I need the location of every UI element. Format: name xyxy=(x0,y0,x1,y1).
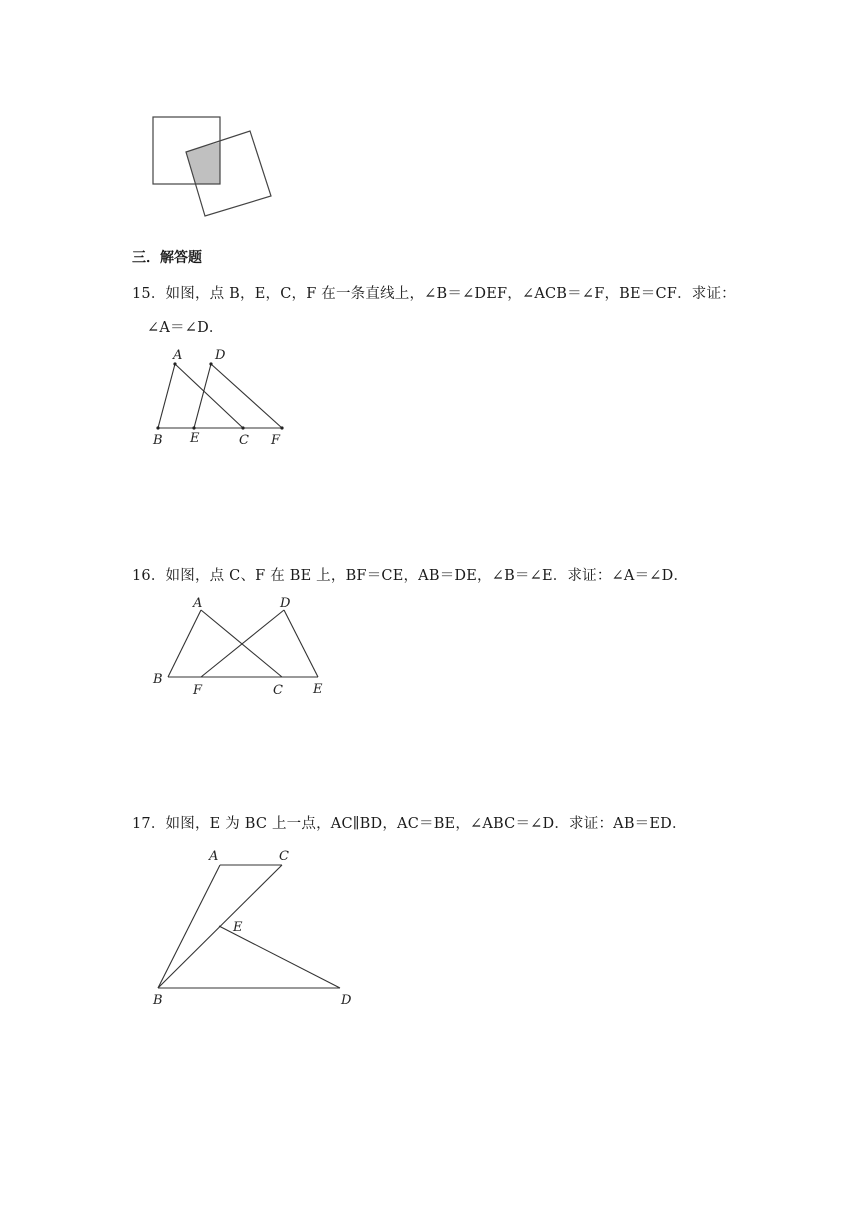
shaded-overlap xyxy=(186,142,220,184)
section-title: 三．解答题 xyxy=(132,250,202,266)
problem-16-figure xyxy=(145,590,335,700)
segment-AB xyxy=(168,610,201,677)
problem-15-text-cont: ∠A＝∠D． xyxy=(147,320,224,336)
label-E: E xyxy=(313,682,323,697)
overlapping-squares-figure xyxy=(140,108,290,226)
segment-DF xyxy=(211,364,282,428)
label-C: C xyxy=(273,683,283,698)
problem-17-text: 17．如图，E 为 BC 上一点，AC∥BD，AC＝BE，∠ABC＝∠D．求证：AB＝ED． xyxy=(132,816,687,832)
label-A: A xyxy=(173,348,183,363)
problem-15-figure xyxy=(145,342,295,452)
segment-AB xyxy=(158,865,220,988)
segment-DE xyxy=(284,610,318,677)
segment-ED xyxy=(219,926,340,988)
label-F: F xyxy=(271,433,281,448)
problem-15-text: 15．如图，点 B，E，C，F 在一条直线上，∠B＝∠DEF，∠ACB＝∠F，BE＝CF．求证： xyxy=(132,286,736,302)
label-B: B xyxy=(153,672,163,687)
segment-AB xyxy=(158,364,175,428)
problem-17-figure xyxy=(145,845,365,1015)
label-E: E xyxy=(233,920,243,935)
label-C: C xyxy=(239,433,249,448)
problem-16-text: 16．如图，点 C、F 在 BE 上，BF＝CE，AB＝DE，∠B＝∠E．求证：∠A＝∠D． xyxy=(132,568,689,584)
label-D: D xyxy=(280,596,291,611)
label-F: F xyxy=(193,683,203,698)
label-A: A xyxy=(193,596,203,611)
label-C: C xyxy=(279,849,289,864)
label-A: A xyxy=(209,849,219,864)
label-D: D xyxy=(215,348,226,363)
label-B: B xyxy=(153,993,163,1008)
label-B: B xyxy=(153,433,163,448)
label-D: D xyxy=(341,993,352,1008)
label-E: E xyxy=(190,431,200,446)
